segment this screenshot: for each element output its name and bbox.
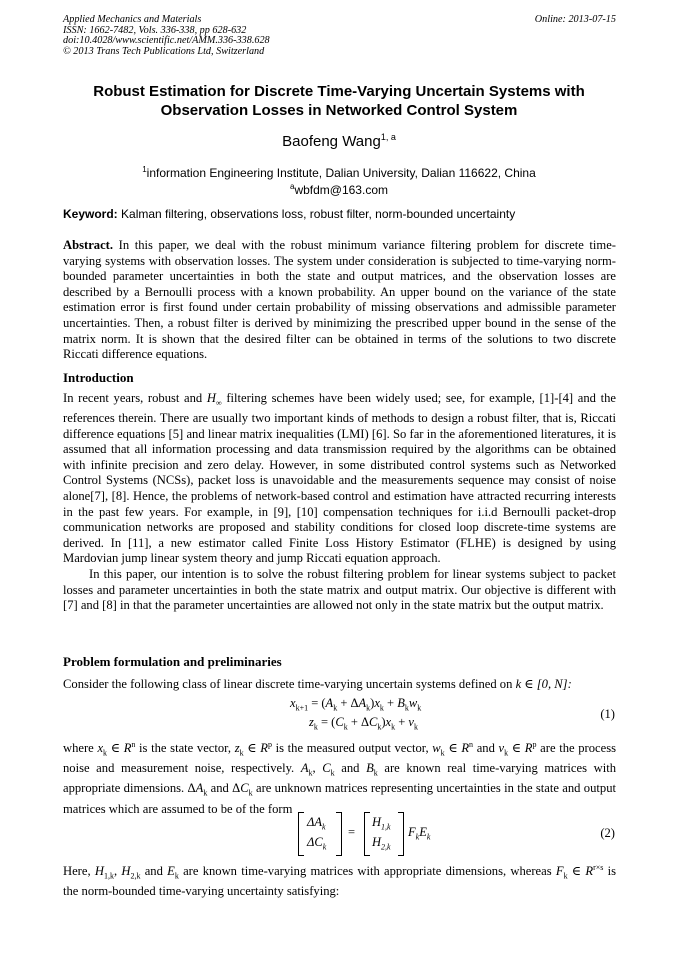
title-line-2: Observation Losses in Networked Control System — [160, 102, 518, 119]
keywords — [63, 207, 616, 221]
paper-title — [63, 82, 615, 120]
journal-header — [63, 15, 616, 57]
affiliation-block — [63, 163, 615, 197]
abstract-label: Abstract. — [63, 238, 114, 252]
equation-2-number: (2) — [600, 826, 615, 840]
problem-formulation-p2: where $x_k$ ∈ $R^n$ is the state vector, $z_k$ ∈ $R^p$ is the measured output vector, $w_k$ ∈ $R^n$ and $v_k$ ∈ $R^p$ are the process noise and measurement noise, respectively. $A_k$, $C_k$ and $B_k$ are known real time-varying matrices with appropriate dimensions. $\Delta A_k$ and $\Delta C_k$ are unknown matrices representing uncertainties in the state and output matrices which are assumed to be of the form — [63, 740, 617, 816]
introduction-heading: Introduction — [63, 370, 134, 385]
intro-paragraph-1: In recent years, robust and $H_\infty$ filtering schemes have been widely used; see, for example, [1]-[4] and the references therein. There are usually two important kinds of methods to design a robust filter, that is, Riccati difference equations [5] and linear matrix inequalities (LMI) [6]. So far in the aforementioned literatures, it is assumed that all information processing and data transmission required by the algorithms can be obtained with infinite precision and zero delay. However, in some distributed control systems such as Networked Control Systems (NCSs), packet loss is unavoidable and the measurements sequence may consist of noise alone[7], [8]. Hence, the problems of network-based control and estimation have attracted recurring interests in the past few years. For example, in [9], [10] compensation techniques for i.i.d Bernoulli packet-drop communication networks are proposed and stability conditions for closed loop discrete-time systems are derived. In [11], a new estimator called Finite Loss History Estimator (FLHE) is designed by using Mardovian jump linear system theory and jump Riccati equation approach. — [63, 391, 616, 566]
author-name: Baofeng Wang — [282, 133, 381, 150]
issn: ISSN: 1662-7482, Vols. 336-338, pp 628-632 — [63, 24, 247, 36]
email: wbfdm@163.com — [294, 183, 388, 197]
affiliation: information Engineering Institute, Dalian University, Dalian 116622, China — [146, 166, 536, 180]
copyright: © 2013 Trans Tech Publications Ltd, Switzerland — [63, 45, 265, 57]
introduction-body — [63, 391, 616, 614]
keyword-list: Kalman filtering, observations loss, robust filter, norm-bounded uncertainty — [121, 207, 516, 221]
problem-formulation-p3: Here, $H_{1,k}$, $H_{2,k}$ and $E_k$ are known time-varying matrices with appropriate dimensions, whereas $F_k$ ∈ $R^{r\times s}$ is the norm-bounded time-varying uncertainty satisfying: — [63, 863, 617, 899]
intro-paragraph-2: In this paper, our intention is to solve the robust filtering problem for linear systems subject to packet losses and parameter uncertainties in both the state matrix and output matrix. Our objective is different with [7] and [8] in that the parameter uncertainties are allowed not only in the state matrix but the output matrix. — [63, 567, 616, 613]
abstract-text: In this paper, we deal with the robust minimum variance filtering problem for discrete time-varying systems with observation losses. The system under consideration is subjected to time-varying norm-bounded parameter uncertainties in both the state and output matrices, and the observation losses are described by a Bernoulli process with a known probability. An upper bound on the variance of the state estimation error is first found under certain probability of missing observations and admissible parameter uncertainties. Then, a robust filter is derived by minimizing the prescribed upper bound in the sense of the matrix norm. It is shown that the desired filter can be obtained in terms of the solutions to two discrete Riccati difference equations. — [63, 238, 616, 362]
h-infinity: $H_\infty$ — [206, 391, 222, 408]
journal-name: Applied Mechanics and Materials — [63, 14, 202, 25]
abstract — [63, 238, 616, 363]
equation-1-line-2: $z_k = (C_k + \Delta C_k)x_k + v_k$ — [309, 715, 418, 732]
time-set: k ∈ [0, N]: — [515, 677, 572, 691]
problem-formulation-p1: Consider the following class of linear discrete time-varying uncertain systems defined on k ∈ [0, N]: — [63, 677, 572, 691]
email-superscript: a — [289, 182, 295, 191]
online-date: Online: 2013-07-15 — [534, 14, 616, 25]
author-superscript: 1, a — [380, 132, 396, 142]
equation-1-number: (1) — [600, 707, 615, 721]
title-line-1: Robust Estimation for Discrete Time-Varying Uncertain Systems with — [93, 83, 585, 100]
keyword-label: Keyword: — [63, 207, 118, 221]
equation-2: $\Delta A_k$ $\Delta C_k$ = $H_{1,k}$ $H_{2,k}$ $F_kE_k$ — [298, 812, 418, 856]
doi: doi:10.4028/www.scientific.net/AMM.336-338.628 — [63, 35, 270, 47]
equation-1-line-1: $x_{k+1} = (A_k + \Delta A_k)x_k + B_kw_k$ — [290, 696, 422, 713]
affiliation-superscript: 1 — [142, 165, 147, 174]
author-line — [63, 128, 615, 151]
problem-formulation-heading: Problem formulation and preliminaries — [63, 654, 282, 669]
